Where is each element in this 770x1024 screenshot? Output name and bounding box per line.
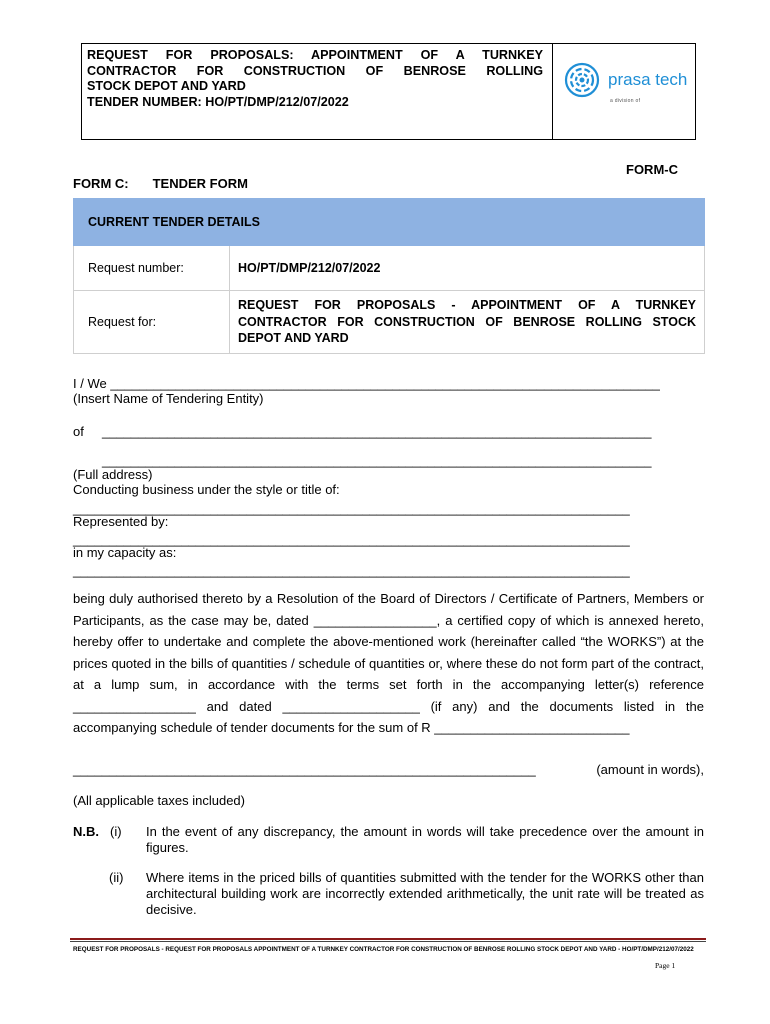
taxes-note: (All applicable taxes included) xyxy=(73,793,245,808)
table-row xyxy=(74,291,705,354)
capacity-label: in my capacity as: xyxy=(73,545,177,560)
footer-text: REQUEST FOR PROPOSALS - REQUEST FOR PROPOSALS APPOINTMENT OF A TURNKEY CONTRACTOR FOR CONSTRUCTION OF BENROSE ROLLING STOCK DEPOT AND YARD - HO/PT/DMP/212/07/2022 xyxy=(73,946,694,953)
logo-wordmark: prasa tech xyxy=(608,70,688,89)
form-title xyxy=(73,176,248,191)
header-title-line: REQUEST FOR PROPOSALS: APPOINTMENT OF A TURNKEY xyxy=(87,48,543,62)
entity-name-hint: (Insert Name of Tendering Entity) xyxy=(73,391,264,406)
nb-item-text: In the event of any discrepancy, the amount in words will take precedence over the amount in figures. xyxy=(146,824,704,855)
page-number: Page 1 xyxy=(655,961,676,970)
business-title-field[interactable]: _____________________________________________________________________________ xyxy=(73,501,630,516)
footer-rule xyxy=(70,941,706,942)
form-c-label: FORM-C xyxy=(626,162,678,177)
capacity-field[interactable]: _____________________________________________________________________________ xyxy=(73,563,630,578)
header-title xyxy=(87,48,543,110)
represented-label: Represented by: xyxy=(73,514,169,529)
address-field-2[interactable]: ____________________________________________________________________________ xyxy=(102,453,652,468)
tender-number-line: TENDER NUMBER: HO/PT/DMP/212/07/2022 xyxy=(87,94,349,109)
entity-name-field[interactable]: I / We ____________________________________________________________________________ xyxy=(73,376,660,391)
logo-swirl-icon xyxy=(560,54,690,114)
request-number-value: HO/PT/DMP/212/07/2022 xyxy=(230,246,705,291)
table-header-row xyxy=(74,199,705,246)
request-for-label: Request for: xyxy=(74,291,230,354)
request-number-label: Request number: xyxy=(74,246,230,291)
form-c-title: TENDER FORM xyxy=(152,176,248,191)
tender-details-table xyxy=(73,198,705,354)
address-field-1[interactable]: ____________________________________________________________________________ xyxy=(102,424,652,439)
request-for-value: REQUEST FOR PROPOSALS - APPOINTMENT OF A TURNKEY CONTRACTOR FOR CONSTRUCTION OF BENROSE ROLLING STOCK DEPOT AND YARD xyxy=(230,291,705,354)
amount-in-words-field[interactable]: ________________________________________________________________ xyxy=(73,762,536,777)
logo-tagline: a division of xyxy=(610,98,641,104)
table-heading: CURRENT TENDER DETAILS xyxy=(74,199,705,246)
conducting-label: Conducting business under the style or title of: xyxy=(73,482,340,497)
header-title-line: STOCK DEPOT AND YARD xyxy=(87,79,246,93)
nb-item-number: (ii) xyxy=(109,870,124,885)
header-divider xyxy=(552,43,553,140)
form-c-code: FORM C: xyxy=(73,176,129,191)
amount-in-words-row xyxy=(73,762,704,777)
footer-rule xyxy=(70,938,706,940)
offer-paragraph: being duly authorised thereto by a Resolution of the Board of Directors / Certificate of Partners, Members or Participants, as the case may be, dated _________________, a certified copy of which is annexed hereto, hereby offer to undertake and complete the above-mentioned work (hereinafter called “the WORKS”) at the prices quoted in the bills of quantities / schedule of quantities or, where these do not form part of the contract, at a lump sum, in accordance with the terms set forth in the accompanying letter(s) reference _________________ and dated ___________________ (if any) and the documents listed in the accompanying schedule of tender documents for the sum of R ___________________________ xyxy=(73,591,704,735)
table-row xyxy=(74,246,705,291)
header-title-line: CONTRACTOR FOR CONSTRUCTION OF BENROSE ROLLING xyxy=(87,63,543,78)
prasa-tech-logo xyxy=(560,54,690,114)
nb-label: N.B. xyxy=(73,824,99,839)
of-label: of xyxy=(73,424,84,439)
address-hint: (Full address) xyxy=(73,467,153,482)
representative-field[interactable]: _____________________________________________________________________________ xyxy=(73,532,630,547)
amount-in-words-label: (amount in words), xyxy=(596,762,704,777)
nb-item-text: Where items in the priced bills of quantities submitted with the tender for the WORKS other than architectural building work are incorrectly extended arithmetically, the unit rate will be treated as decisive. xyxy=(146,870,704,917)
nb-item-number: (i) xyxy=(110,824,122,839)
